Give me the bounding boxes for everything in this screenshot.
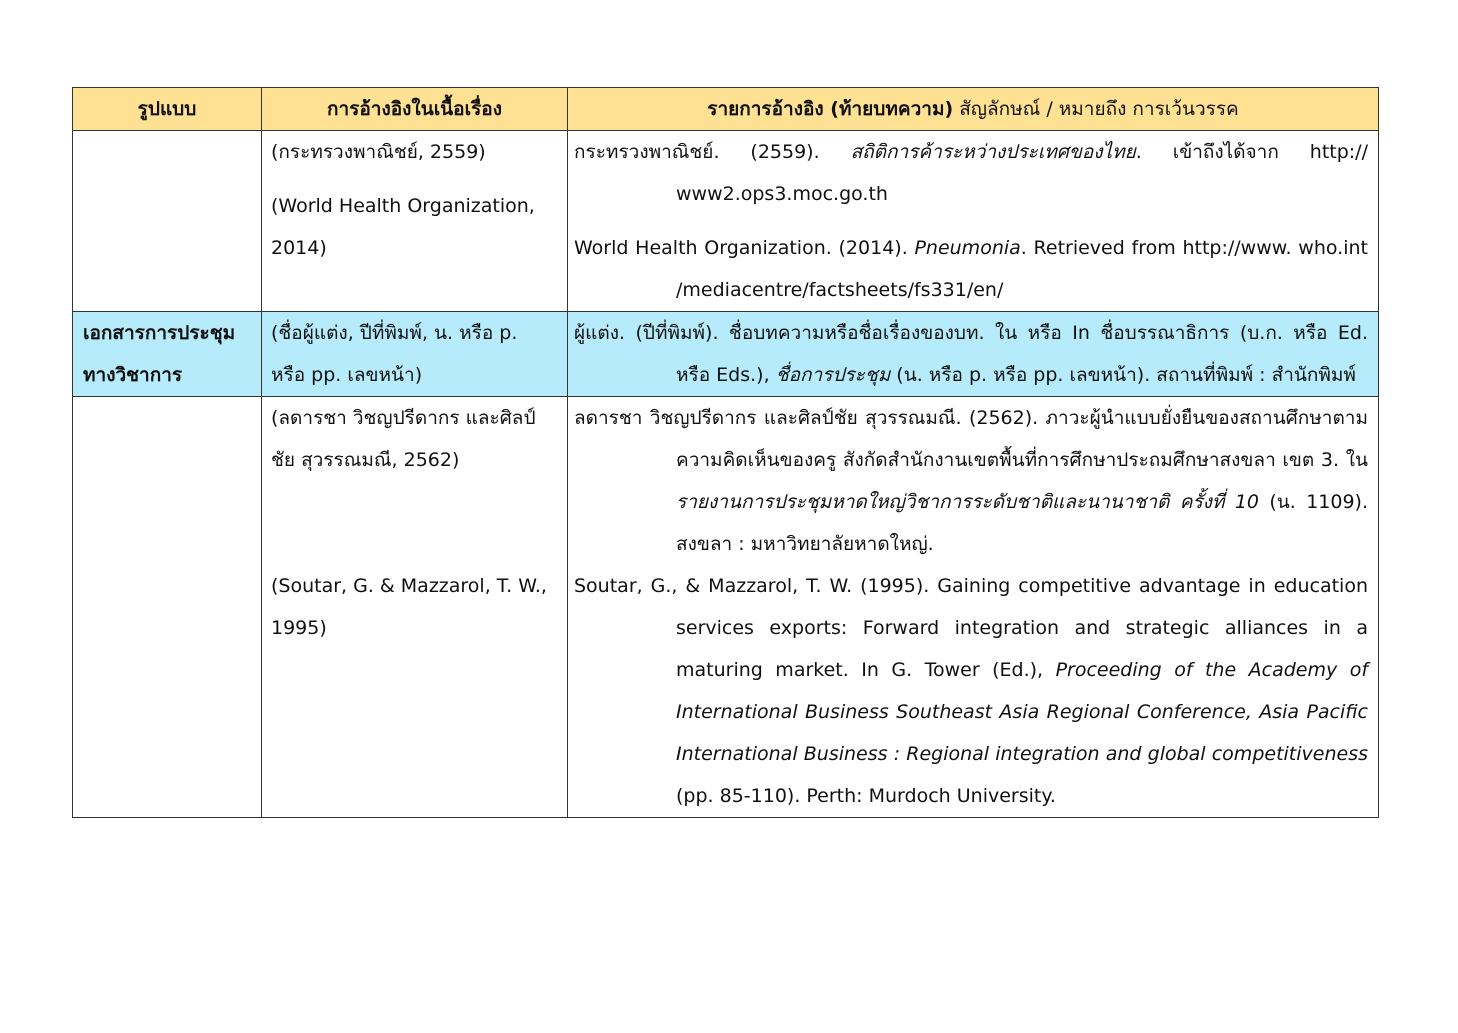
citation-text: (กระทรวงพาณิชย์, 2559) — [271, 141, 486, 163]
header-format: รูปแบบ — [73, 88, 262, 131]
in-text-citation-cell — [262, 131, 568, 312]
table-row — [73, 397, 1379, 818]
header-reference-list: รายการอ้างอิง (ท้ายบทความ) สัญลักษณ์ / หมายถึง การเว้นวรรค — [568, 88, 1379, 131]
format-cell: เอกสารการประชุมทางวิชาการ — [73, 312, 262, 397]
format-cell — [73, 397, 262, 818]
reference-entry: ผู้แต่ง. (ปีที่พิมพ์). ชื่อบทความหรือชื่อเรื่องของบท. ใน หรือ In ชื่อบรรณาธิการ (บ.ก. หรือ Ed. หรือ Eds.), ชื่อการประชุม (น. หรือ p. หรือ pp. เลขหน้า). สถานที่พิมพ์ : สำนักพิมพ์ — [574, 322, 1368, 386]
reference-entry: Soutar, G., & Mazzarol, T. W. (1995). Gaining competitive advantage in education services exports: Forward integration and strategic alliances in a maturing market. In G. Tower (Ed.), Proceeding of the Academy of International Business Southeast Asia Regional Conference, Asia Pacific International Business : Regional integration and global competitiveness (pp. 85-110). Perth: Murdoch University. — [574, 575, 1369, 807]
citation-text: (ลดารชา วิชญปรีดากร และศิลป์ชัย สุวรรณมณี, 2562) — [271, 407, 536, 471]
citation-format-table — [72, 87, 1379, 818]
citation-text: (Soutar, G. & Mazzarol, T. W., 1995) — [271, 575, 547, 639]
reference-entry: กระทรวงพาณิชย์. (2559). สถิติการค้าระหว่างประเทศของไทย. เข้าถึงได้จาก http:// www2.ops3.moc.go.th — [574, 141, 1368, 205]
reference-entry: World Health Organization. (2014). Pneumonia. Retrieved from http://www. who.int /mediacentre/factsheets/fs331/en/ — [574, 237, 1368, 301]
in-text-citation-cell — [262, 312, 568, 397]
citation-text: (ชื่อผู้แต่ง, ปีที่พิมพ์, น. หรือ p. หรือ pp. เลขหน้า) — [271, 322, 518, 386]
reference-entry: ลดารชา วิชญปรีดากร และศิลป์ชัย สุวรรณมณี. (2562). ภาวะผู้นำแบบยั่งยืนของสถานศึกษาตามความคิดเห็นของครู สังกัดสำนักงานเขตพื้นที่การศึกษาประถมศึกษาสงขลา เขต 3. ใน รายงานการประชุมหาดใหญ่วิชาการระดับชาติและนานาชาติ ครั้งที่ 10 (น. 1109). สงขลา : มหาวิทยาลัยหาดใหญ่. — [574, 407, 1369, 555]
format-cell — [73, 131, 262, 312]
table-header-row — [73, 88, 1379, 131]
header-in-text-citation: การอ้างอิงในเนื้อเรื่อง — [262, 88, 568, 131]
reference-cell — [568, 312, 1379, 397]
table-row — [73, 131, 1379, 312]
reference-cell — [568, 397, 1379, 818]
in-text-citation-cell — [262, 397, 568, 818]
reference-cell — [568, 131, 1379, 312]
table-row-highlighted — [73, 312, 1379, 397]
citation-text: (World Health Organization, 2014) — [271, 195, 535, 259]
